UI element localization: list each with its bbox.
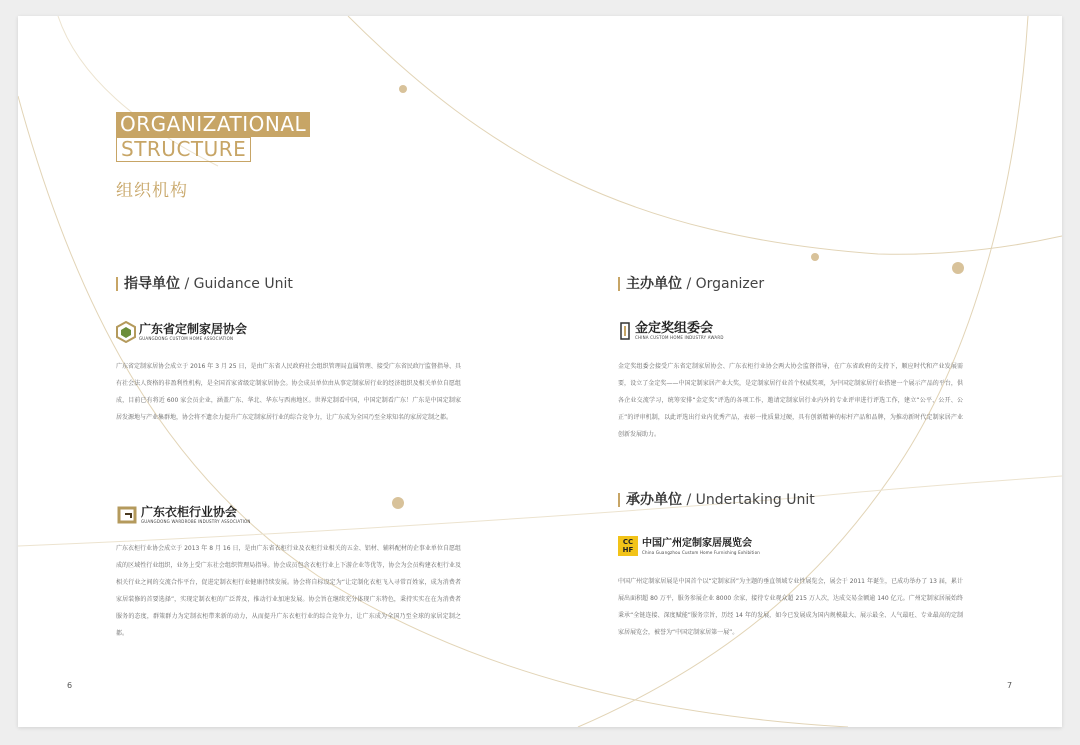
decor-dot: [811, 253, 819, 261]
logo-subtitle: GUANGDONG CUSTOM HOME ASSOCIATION: [139, 336, 234, 341]
title-line-2: STRUCTURE: [116, 137, 251, 162]
title-line-1: ORGANIZATIONAL: [116, 112, 310, 137]
logo-gd-wardrobe: [116, 505, 251, 525]
page-number-left: 6: [67, 681, 73, 690]
page-title: [116, 112, 310, 201]
title-chinese: 组织机构: [116, 181, 188, 201]
logo-golden-award: [618, 321, 724, 341]
hexagon-logo-icon: [116, 321, 136, 343]
ccf-logo-icon: CC HF: [618, 536, 638, 556]
section-heading-organizer: [618, 277, 764, 291]
section-heading-en: / Undertaking Unit: [682, 492, 815, 508]
paragraph-wardrobe: 广东衣柜行业协会成立于 2013 年 8 月 16 日，是由广东省衣柜行业及衣柜行业相关的五金、铝材、辅料配材的企事业单位自愿组成的区域性行业组织，业务上受广东社会组织管理局指导。协会成员包含衣柜行业上下游企业等优等，协会为会员构建衣柜行业及相关行业之间的交流合作平台，促进定制衣柜行业健康持续发展。协会将自标设定为“让定制化衣柜飞入寻常百姓家，成为消费者家居装修的首要选择”，实现定制衣柜的广泛普及，推动行业加速发展。协会旨在继续充分体现广东特色，秉持实实在在为消费者服务的态度，群策群力为定制衣柜带来新的动力，从而提升广东衣柜行业的综合竞争力，让广东成为全国乃至全球的家居定制之都。: [116, 545, 461, 637]
page-number-right: 7: [1007, 681, 1013, 690]
section-heading-en: / Guidance Unit: [180, 276, 293, 292]
logo-gd-custom-home: [116, 321, 247, 343]
section-heading-cn: 指导单位: [124, 276, 180, 292]
logo-name: 金定奖组委会: [635, 321, 714, 336]
section-heading-cn: 主办单位: [626, 276, 682, 292]
logo-name: 广东衣柜行业协会: [141, 505, 238, 519]
logo-subtitle: CHINA CUSTOM HOME INDUSTRY AWARD: [635, 335, 724, 340]
logo-name: 广东省定制家居协会: [139, 322, 248, 336]
decor-dot: [392, 497, 404, 509]
decor-dot: [952, 262, 964, 274]
paragraph-guidance: 广东省定制家居协会成立于 2016 年 3 月 25 日，是由广东省人民政府社会组织管理局直属管理、接受广东省民政厅监督指导、具有社会法人资格的非盈利性机构，是全国首家省级定制家居协会。协会成员单位由从事定制家居行业的经济组织及相关单位自愿组成，目前已有将近 600 家会员企业，涵盖广东、华北、华东与西南地区。世界定制看中国，中国定制看广东！广东是中国定制家居发源地与产业集群地，协会将不遗余力提升广东定制家居行业的综合竞争力，让广东成为全国乃至全球知名的家居定制之都。: [116, 363, 461, 421]
paragraph-organizer: 金定奖组委会接受广东省定制家居协会、广东衣柜行业协会两大协会监督指导，在广东省政府的支持下，顺应时代和产业发展需要，设立了金定奖——中国定制家居产业大奖，是定制家居行业首个权威奖项，为中国定制家居行业搭建一个展示产品的平台，供各企业交流学习，统筹安排“金定奖”评选的各项工作，邀请定制家居行业内外的专业评审进行评选工作，建立“公平、公开、公正”的评审机制，以此评选出行业内优秀产品，表彰一批质量过硬，具有创新精神的标杆产品和品牌，为推动新时代定制家居产业创新发展助力。: [618, 363, 963, 438]
section-heading-cn: 承办单位: [626, 492, 682, 508]
brochure-spread: [18, 16, 1062, 727]
logo-subtitle: GUANGDONG WARDROBE INDUSTRY ASSOCIATION: [141, 519, 251, 524]
award-logo-icon: [618, 321, 632, 341]
logo-ccf-exhibition: [618, 536, 760, 556]
section-heading-undertaking: [618, 493, 815, 507]
section-heading-en: / Organizer: [682, 276, 765, 292]
section-heading-guidance: [116, 277, 293, 291]
wardrobe-logo-icon: [116, 505, 138, 525]
logo-name: 中国广州定制家居展览会: [642, 538, 752, 549]
logo-subtitle: China Guangzhou Custom Home Furnishing Exhibition: [642, 550, 760, 555]
paragraph-undertaking: 中国广州定制家居展是中国首个以“定制家居”为主题的垂直领域专业性展览会，展会于 2011 年诞生，已成功举办了 13 届，累计展出面积超 80 万平，服务参展企业 8000 余家，接待专业观众超 215 万人次，达成交易金额逾 140 亿元。广州定制家居展始终秉承“全链连接、深度赋能”服务宗旨，历经 14 年的发展，如今已发展成为国内规模最大、展示最全、人气最旺、专业最高的定制家居展览会，被誉为“中国定制家居第一展”。: [618, 578, 963, 636]
decor-dot: [399, 85, 407, 93]
